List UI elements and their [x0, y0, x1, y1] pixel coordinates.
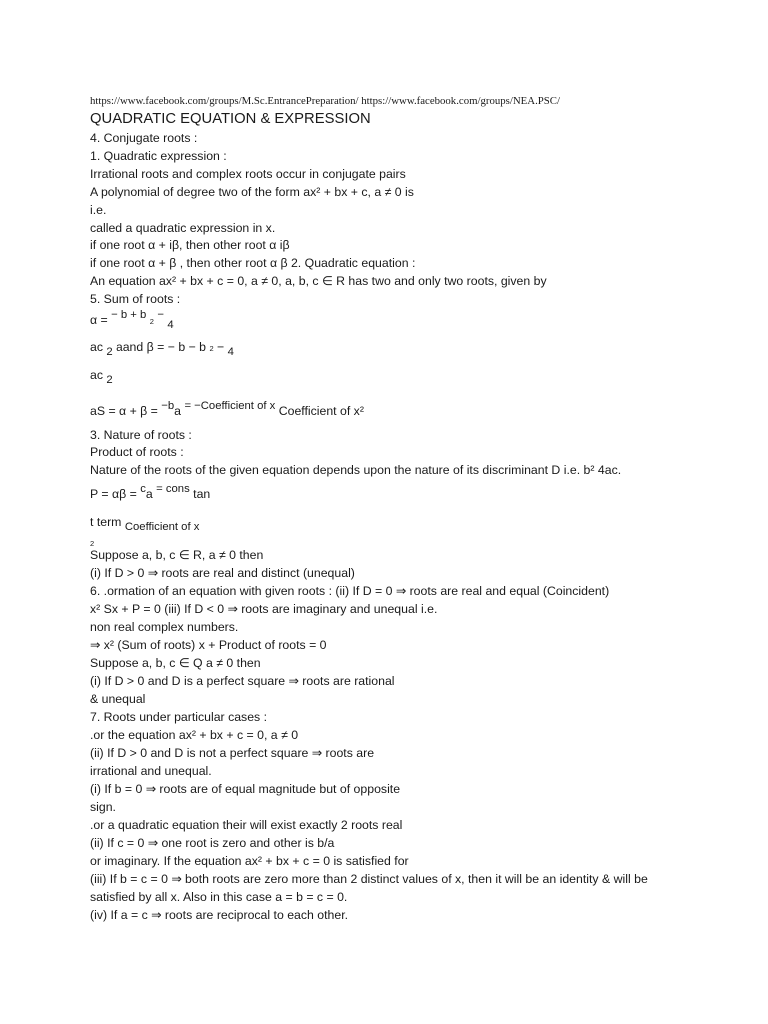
text-line: 1. Quadratic expression : — [90, 149, 227, 163]
text-line: (ii) If D > 0 and D is not a perfect square ⇒ roots are — [90, 746, 375, 760]
formula-part: t term — [90, 515, 122, 529]
text-line: & unequal — [90, 692, 146, 706]
formula-product-tail — [90, 515, 200, 533]
text-line: (ii) If c = 0 ⇒ one root is zero and other is b/a — [90, 836, 335, 850]
text-line: A polynomial of degree two of the form ax² + bx + c, a ≠ 0 is — [90, 185, 414, 199]
formula-part: Coefficient of x — [124, 521, 200, 533]
text-line: Irrational roots and complex roots occur in conjugate pairs — [90, 167, 406, 181]
text-line: .or a quadratic equation their will exist exactly 2 roots real — [90, 818, 403, 832]
formula-part: P = αβ = — [90, 487, 137, 501]
formula-product — [90, 483, 211, 502]
text-line: Suppose a, b, c ∈ R, a ≠ 0 then — [90, 548, 264, 562]
text-line: if one root α + β , then other root α β 2. Quadratic equation : — [90, 256, 416, 270]
formula-denominator — [90, 368, 113, 386]
text-line: .or the equation ax² + bx + c = 0, a ≠ 0 — [90, 728, 299, 742]
formula-part: α = — [90, 313, 108, 327]
text-line: non real complex numbers. — [90, 620, 239, 634]
text-line: 5. Sum of roots : — [90, 292, 181, 306]
text-line: if one root α + iβ, then other root α iβ — [90, 238, 290, 252]
formula-part: ac — [90, 340, 103, 354]
formula-part: 2 — [106, 346, 113, 358]
formula-part: −b — [161, 400, 175, 412]
formula-part: a — [116, 340, 123, 354]
text-line: (i) If D > 0 and D is a perfect square ⇒ roots are rational — [90, 674, 395, 688]
text-line: Suppose a, b, c ∈ Q a ≠ 0 then — [90, 656, 261, 670]
formula-part: 4 — [227, 346, 234, 358]
formula-part: − — [217, 340, 225, 354]
text-line: called a quadratic expression in x. — [90, 221, 276, 235]
formula-part: − b + b — [111, 309, 147, 321]
text-line: Product of roots : — [90, 445, 184, 459]
text-line: Nature of the roots of the given equation depends upon the nature of its discriminant D i.e. b² 4ac. — [90, 463, 622, 477]
text-line: sign. — [90, 800, 116, 814]
text-line: x² Sx + P = 0 (iii) If D < 0 ⇒ roots are imaginary and unequal i.e. — [90, 602, 438, 616]
text-line: 4. Conjugate roots : — [90, 131, 198, 145]
formula-alpha — [90, 309, 174, 331]
text-line: (iv) If a = c ⇒ roots are reciprocal to each other. — [90, 908, 349, 922]
text-line: satisfied by all x. Also in this case a = b = c = 0. — [90, 890, 348, 904]
formula-part: tan — [193, 487, 211, 501]
formula-part: 2 — [209, 344, 214, 353]
formula-part: 2 — [106, 374, 113, 386]
formula-exponent: 2 — [90, 539, 95, 548]
formula-part: c — [140, 483, 146, 495]
formula-part: 2 — [149, 317, 154, 326]
text-line: (i) If D > 0 ⇒ roots are real and distinct (unequal) — [90, 566, 355, 580]
page-title: QUADRATIC EQUATION & EXPRESSION — [90, 111, 371, 127]
text-line: An equation ax² + bx + c = 0, a ≠ 0, a, b, c ∈ R has two and only two roots, given by — [90, 274, 547, 288]
text-line: ⇒ x² (Sum of roots) x + Product of roots = 0 — [90, 638, 327, 652]
formula-part: = cons — [156, 483, 190, 495]
formula-part: and β = − b − b — [122, 340, 207, 354]
text-line: 7. Roots under particular cases : — [90, 710, 268, 724]
formula-part: a — [174, 404, 182, 418]
text-line: 3. Nature of roots : — [90, 428, 192, 442]
formula-part: Coefficient of x² — [278, 404, 364, 418]
text-line: (iii) If b = c = 0 ⇒ both roots are zero more than 2 distinct values of x, then it will be an identity & will be — [90, 872, 648, 886]
text-line: i.e. — [90, 203, 107, 217]
formula-beta — [90, 340, 234, 356]
formula-part: − — [157, 309, 164, 321]
text-line: 6. .ormation of an equation with given roots : (ii) If D = 0 ⇒ roots are real and equal (Coincident) — [90, 584, 610, 598]
formula-part: = −Coefficient of x — [184, 400, 276, 412]
formula-sum — [90, 400, 364, 419]
text-line: or imaginary. If the equation ax² + bx + c = 0 is satisfied for — [90, 854, 409, 868]
formula-part: aS = α + β = — [90, 404, 158, 418]
source-links: https://www.facebook.com/groups/M.Sc.EntrancePreparation/ https://www.facebook.com/groups/NEA.PSC/ — [90, 95, 560, 107]
text-line: (i) If b = 0 ⇒ roots are of equal magnitude but of opposite — [90, 782, 401, 796]
formula-part: 4 — [167, 319, 174, 331]
formula-part: ac — [90, 368, 103, 382]
formula-part: a — [145, 487, 153, 501]
text-line: irrational and unequal. — [90, 764, 212, 778]
